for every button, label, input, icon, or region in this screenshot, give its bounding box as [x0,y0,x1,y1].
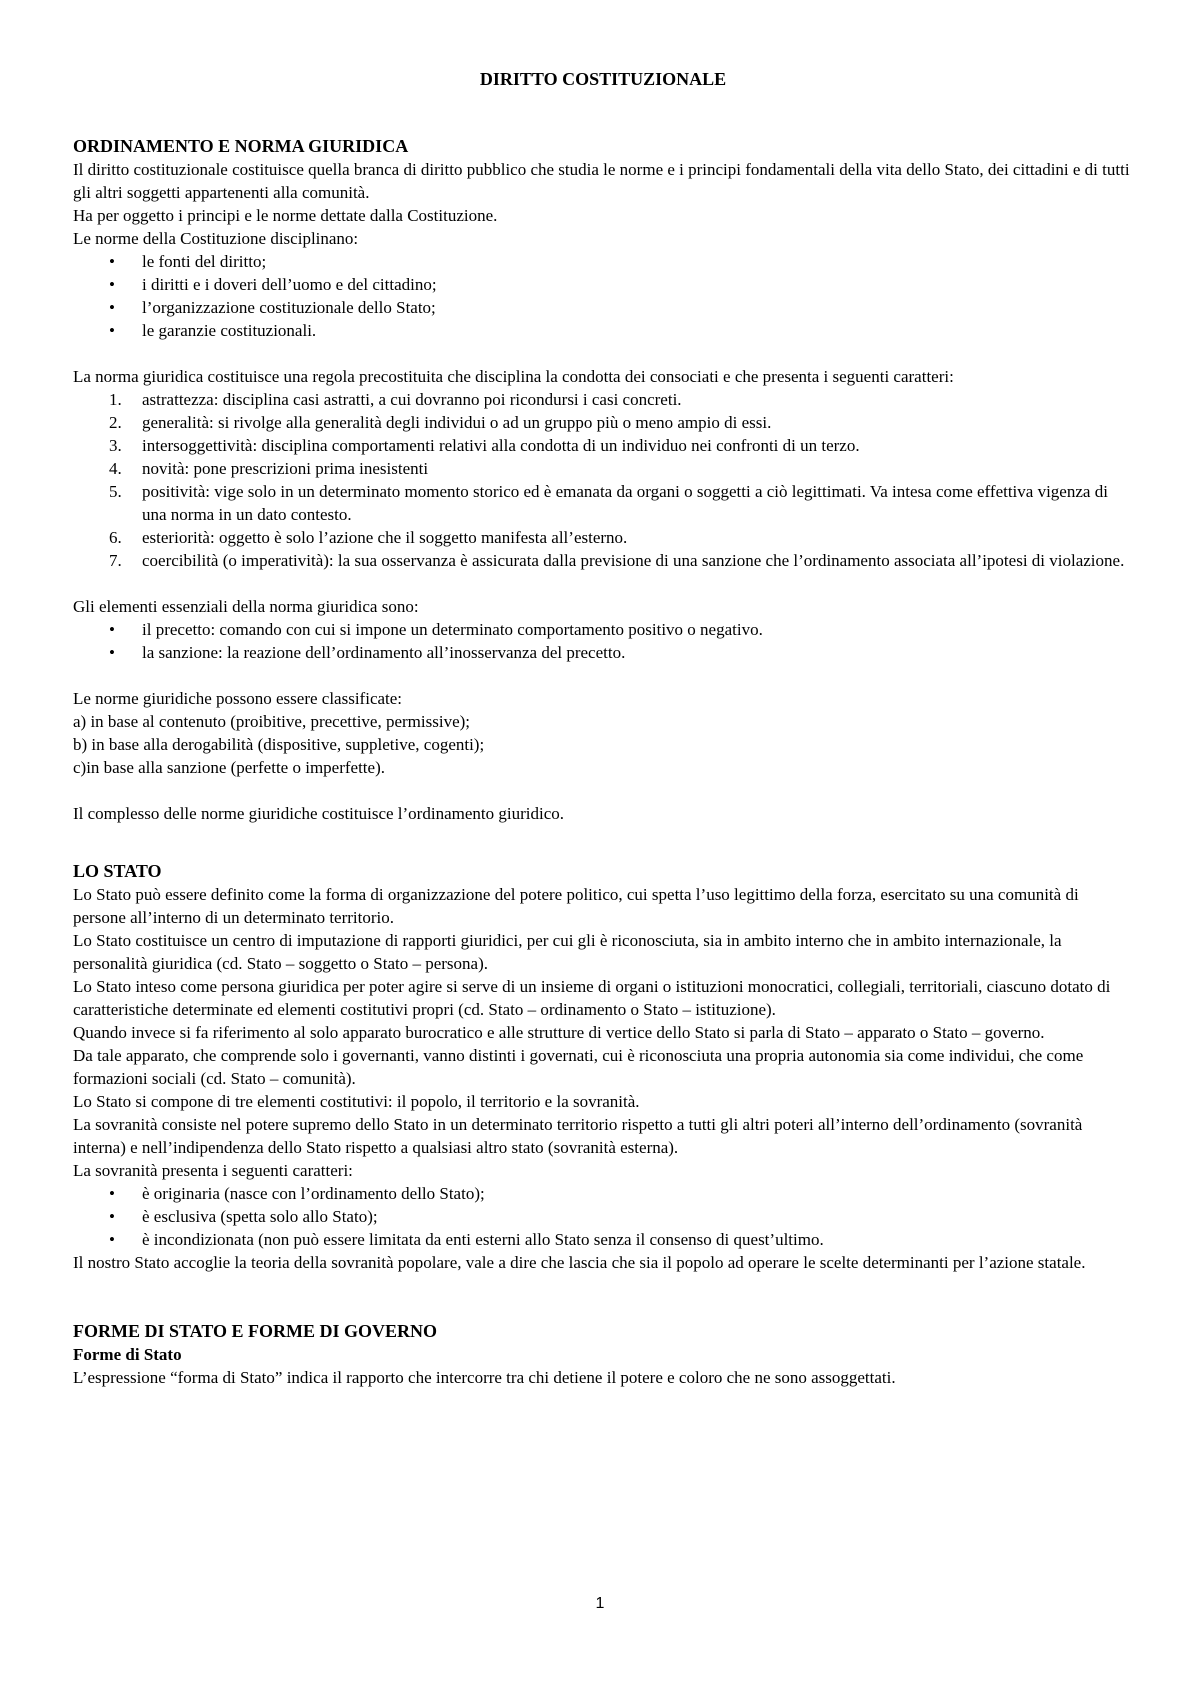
list-item: • i diritti e i doveri dell’uomo e del cittadino; [109,275,437,294]
list-item: • le fonti del diritto; [109,252,267,271]
paragraph: La norma giuridica costituisce una regola precostituita che disciplina la condotta dei consociati e che presenta i seguenti caratteri: [73,367,954,386]
list-item: 2. generalità: si rivolge alla generalità degli individui o ad un gruppo più o meno ampio di essi. [109,413,772,432]
bullet-list [73,250,1133,342]
paragraph: a) in base al contenuto (proibitive, precettive, permissive); [73,712,471,731]
paragraph: Ha per oggetto i principi e le norme dettate dalla Costituzione. [73,206,498,225]
list-item: • è incondizionata (non può essere limitata da enti esterni allo Stato senza il consenso di quest’ultimo. [109,1230,824,1249]
paragraph: Il complesso delle norme giuridiche costituisce l’ordinamento giuridico. [73,804,564,823]
section-heading-forme: FORME DI STATO E FORME DI GOVERNO [73,1321,438,1341]
bullet-icon: • [109,620,115,639]
paragraph: Lo Stato inteso come persona giuridica per poter agire si serve di un insieme di organi o istituzioni monocratici, collegiali, territoriali, ciascuno dotato di caratteristiche determinate ed elementi costitutivi propri (cd. Stato – ordinamento o Stato – istituzione). [73,977,1111,1019]
paragraph: c)in base alla sanzione (perfette o imperfette). [73,758,385,777]
paragraph: b) in base alla derogabilità (dispositive, suppletive, cogenti); [73,735,485,754]
section-heading-ordinamento: ORDINAMENTO E NORMA GIURIDICA [73,136,409,156]
list-item: 4. novità: pone prescrizioni prima inesistenti [109,459,429,478]
list-item: • è esclusiva (spetta solo allo Stato); [109,1207,378,1226]
list-item: • il precetto: comando con cui si impone un determinato comportamento positivo o negativo. [109,620,763,639]
paragraph: La sovranità presenta i seguenti caratteri: [73,1161,353,1180]
paragraph: L’espressione “forma di Stato” indica il rapporto che intercorre tra chi detiene il potere e coloro che ne sono assoggettati. [73,1368,896,1387]
bullet-icon: • [109,1230,115,1249]
paragraph: Quando invece si fa riferimento al solo apparato burocratico e alle strutture di vertice dello Stato si parla di Stato – apparato o Stato – governo. [73,1023,1045,1042]
paragraph: La sovranità consiste nel potere supremo dello Stato in un determinato territorio rispetto a tutti gli altri poteri all’interno dell’ordinamento (sovranità interna) e nell’indipendenza dello Stato rispetto a qualsiasi altro stato (sovranità esterna). [73,1115,1083,1157]
section-heading-lo-stato: LO STATO [73,861,162,881]
bullet-icon: • [109,643,115,662]
list-item: • le garanzie costituzionali. [109,321,317,340]
paragraph: Lo Stato costituisce un centro di imputazione di rapporti giuridici, per cui gli è riconosciuta, sia in ambito interno che in ambito internazionale, la personalità giuridica (cd. Stato – soggetto o Stato – persona). [73,931,1062,973]
paragraph: Lo Stato può essere definito come la forma di organizzazione del potere politico, cui spetta l’uso legittimo della forza, esercitato su una comunità di persone all’interno di un determinato territorio. [73,885,1079,927]
list-item: 5. positività: vige solo in un determinato momento storico ed è emanata da organi o soggetti a ciò legittimati. Va intesa come effettiva vigenza di una norma in un dato contesto. [109,482,1108,524]
bullet-icon: • [109,298,115,317]
paragraph: Gli elementi essenziali della norma giuridica sono: [73,597,419,616]
page-number: 1 [595,1595,605,1612]
subsection-heading: Forme di Stato [73,1345,182,1364]
paragraph: Il diritto costituzionale costituisce quella branca di diritto pubblico che studia le norme e i principi fondamentali della vita dello Stato, dei cittadini e di tutti gli altri soggetti appartenenti alla comunità. [73,160,1130,202]
list-item: • è originaria (nasce con l’ordinamento dello Stato); [109,1184,485,1203]
paragraph: Il nostro Stato accoglie la teoria della sovranità popolare, vale a dire che lascia che sia il popolo ad operare le scelte determinanti per l’azione statale. [73,1253,1086,1272]
paragraph: Le norme giuridiche possono essere classificate: [73,689,403,708]
list-item: • l’organizzazione costituzionale dello Stato; [109,298,436,317]
bullet-icon: • [109,1207,115,1226]
list-item: 7. coercibilità (o imperatività): la sua osservanza è assicurata dalla previsione di una sanzione che l’ordinamento associata all’ipotesi di violazione. [109,551,1125,570]
bullet-icon: • [109,321,115,340]
bullet-icon: • [109,275,115,294]
numbered-list [73,388,1133,572]
paragraph: Lo Stato si compone di tre elementi costitutivi: il popolo, il territorio e la sovranità. [73,1092,640,1111]
bullet-list [73,618,1133,664]
document-page [73,68,1133,1389]
document-title: DIRITTO COSTITUZIONALE [479,69,727,89]
bullet-list [73,1182,1133,1251]
bullet-icon: • [109,1184,115,1203]
bullet-icon: • [109,252,115,271]
list-item: 3. intersoggettività: disciplina comportamenti relativi alla condotta di un individuo nei confronti di un terzo. [109,436,860,455]
list-item: 1. astrattezza: disciplina casi astratti, a cui dovranno poi ricondursi i casi concreti. [109,390,682,409]
paragraph: Le norme della Costituzione disciplinano: [73,229,359,248]
list-item: • la sanzione: la reazione dell’ordinamento all’inosservanza del precetto. [109,643,626,662]
paragraph: Da tale apparato, che comprende solo i governanti, vanno distinti i governati, cui è riconosciuta una propria autonomia sia come individui, che come formazioni sociali (cd. Stato – comunità). [73,1046,1084,1088]
list-item: 6. esteriorità: oggetto è solo l’azione che il soggetto manifesta all’esterno. [109,528,628,547]
